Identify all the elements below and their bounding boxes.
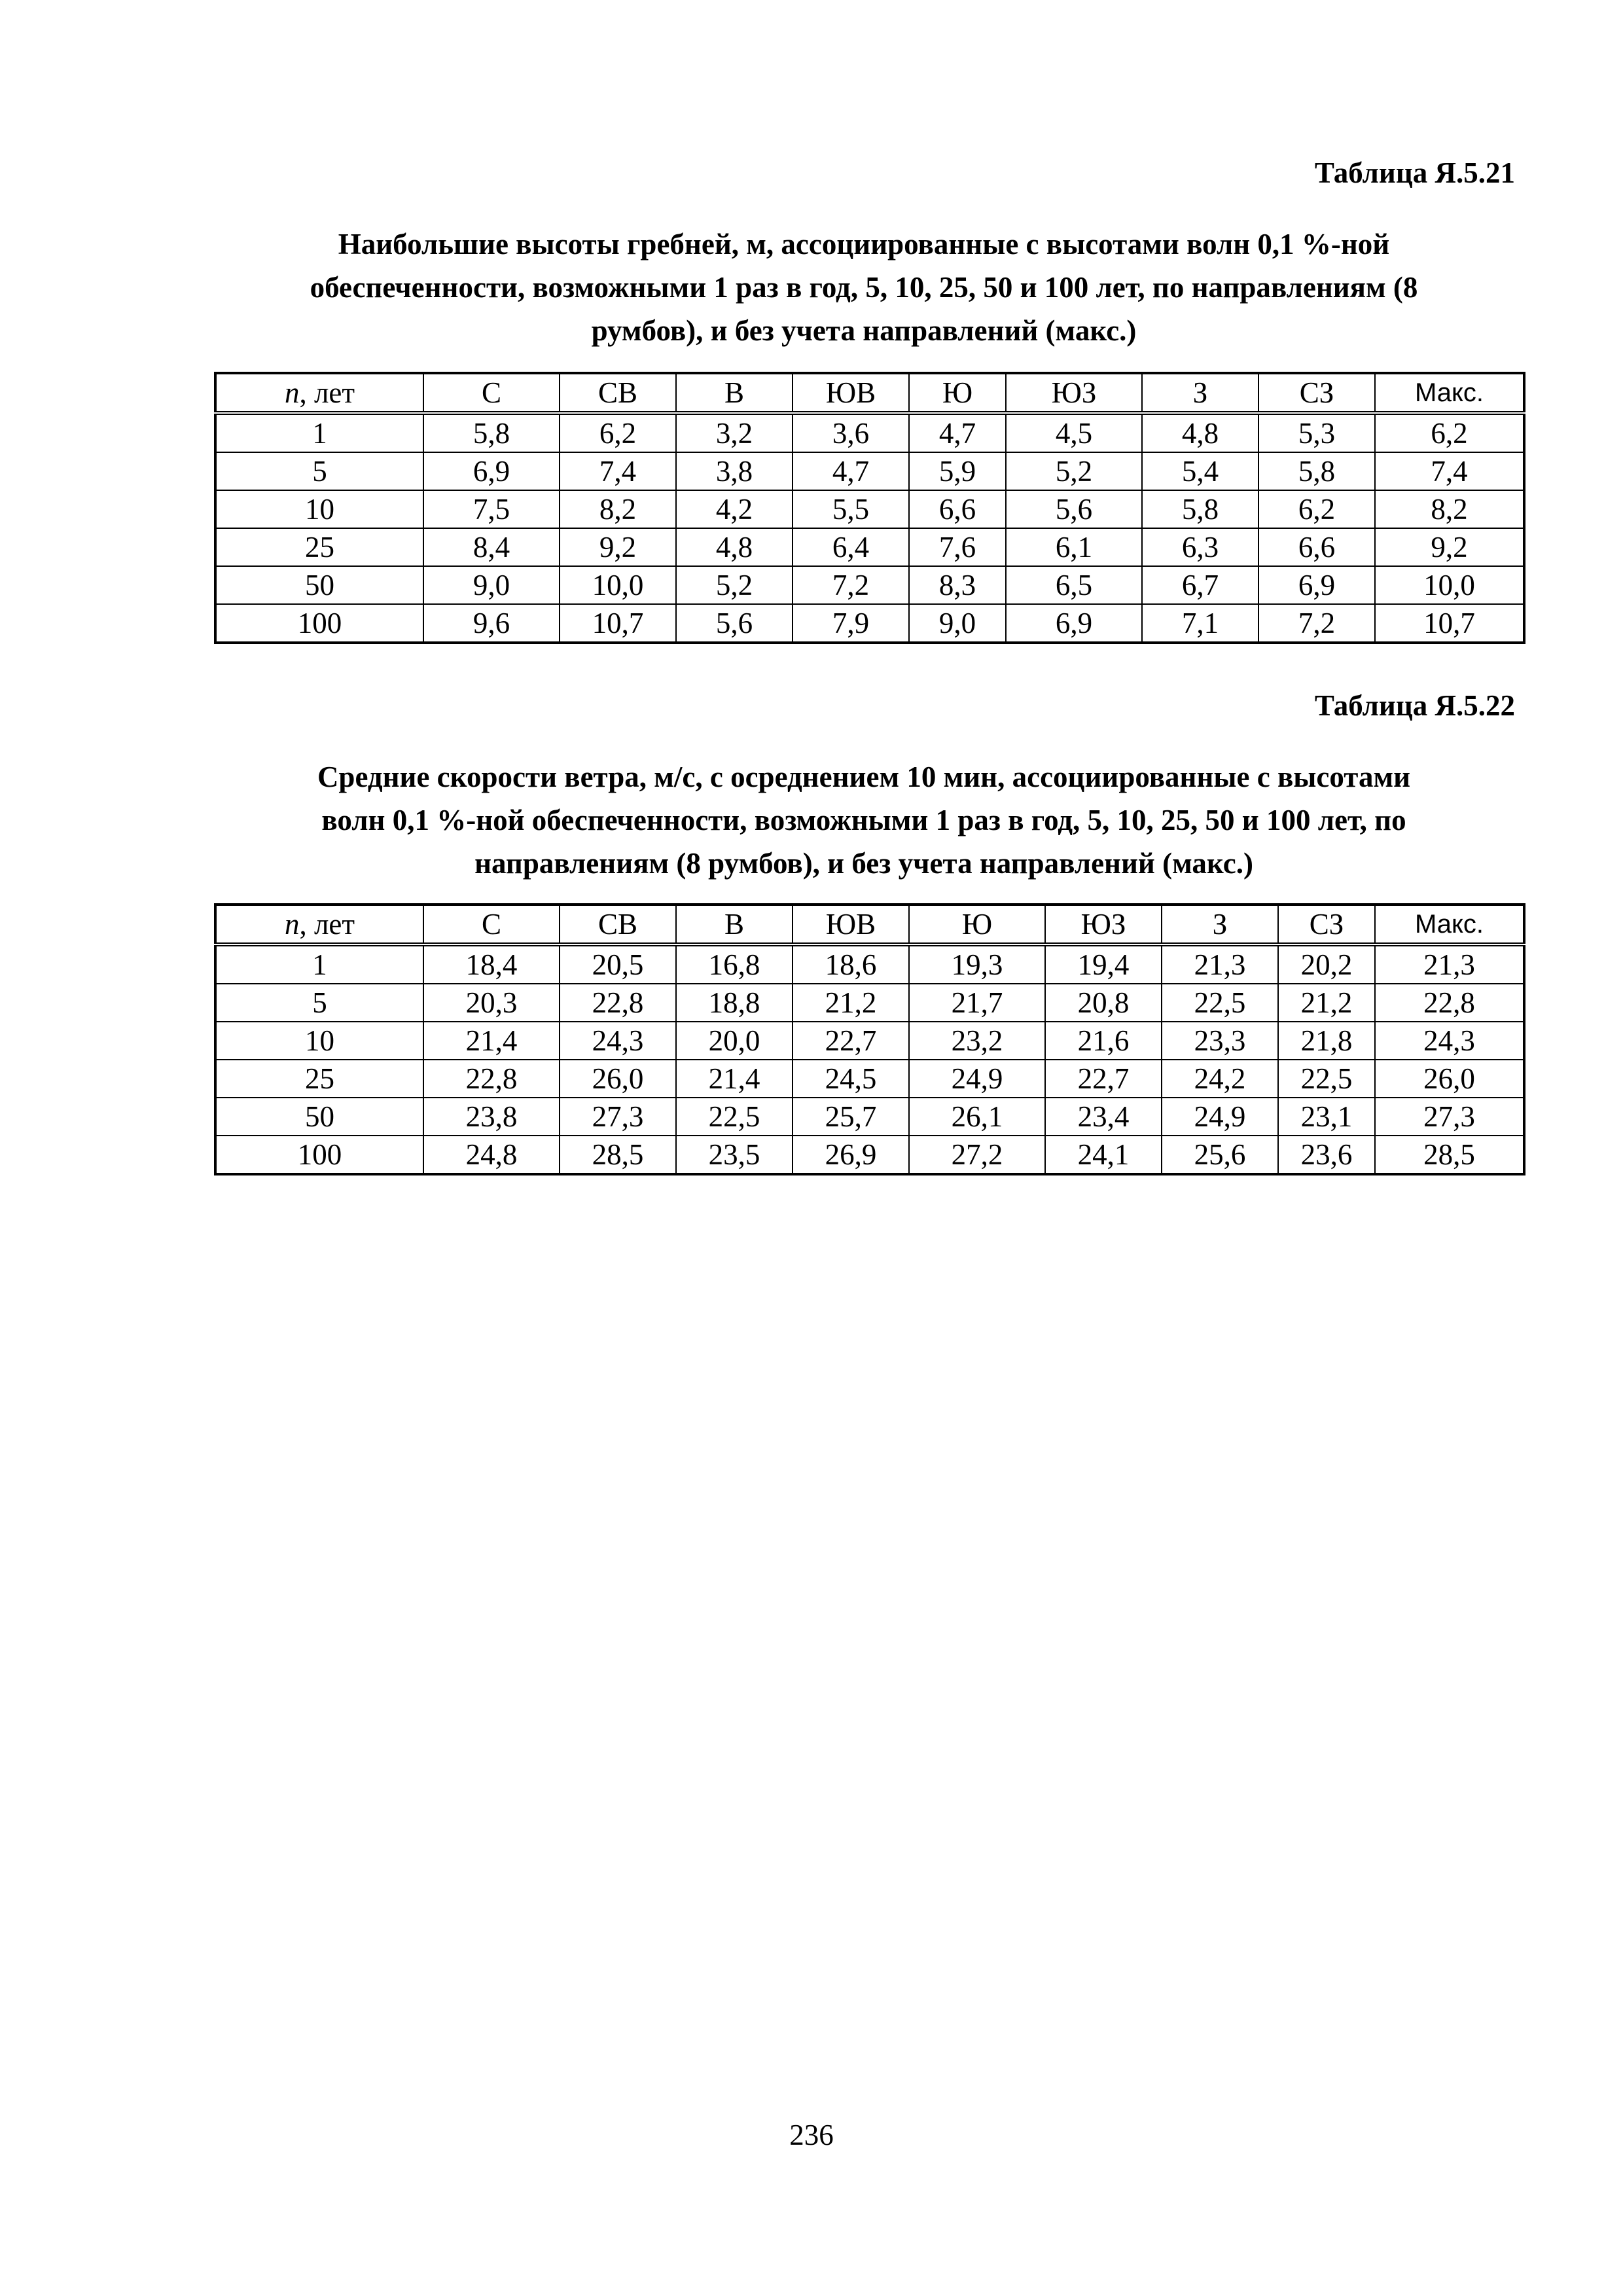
value-cell: 19,3 bbox=[909, 944, 1045, 984]
value-cell: 7,6 bbox=[909, 528, 1006, 566]
period-cell: 5 bbox=[215, 984, 423, 1022]
value-cell: 26,9 bbox=[793, 1136, 909, 1174]
value-cell: 18,8 bbox=[676, 984, 793, 1022]
value-cell: 21,8 bbox=[1278, 1022, 1375, 1060]
value-cell: 21,4 bbox=[676, 1060, 793, 1098]
max-value-cell: 7,4 bbox=[1375, 452, 1524, 490]
max-value-cell: 9,2 bbox=[1375, 528, 1524, 566]
table-row bbox=[215, 413, 1524, 452]
table2-caption bbox=[216, 755, 1512, 885]
value-cell: 22,5 bbox=[1162, 984, 1278, 1022]
value-cell: 7,2 bbox=[793, 566, 909, 604]
value-cell: 5,8 bbox=[1258, 452, 1375, 490]
column-header-direction: С bbox=[423, 905, 560, 944]
value-cell: 6,9 bbox=[423, 452, 560, 490]
column-header-max: Макс. bbox=[1375, 373, 1524, 413]
value-cell: 27,2 bbox=[909, 1136, 1045, 1174]
value-cell: 19,4 bbox=[1045, 944, 1162, 984]
value-cell: 8,2 bbox=[560, 490, 676, 528]
table1-caption-line: обеспеченности, возможными 1 раз в год, 5, 10, 25, 50 и 100 лет, по направлениям (8 bbox=[310, 271, 1418, 304]
table-row bbox=[215, 566, 1524, 604]
column-header-direction: З bbox=[1162, 905, 1278, 944]
value-cell: 5,5 bbox=[793, 490, 909, 528]
value-cell: 6,2 bbox=[1258, 490, 1375, 528]
max-value-cell: 26,0 bbox=[1375, 1060, 1524, 1098]
table1-label: Таблица Я.5.21 bbox=[1314, 156, 1515, 189]
value-cell: 9,0 bbox=[909, 604, 1006, 643]
value-cell: 6,1 bbox=[1006, 528, 1142, 566]
table-row bbox=[215, 452, 1524, 490]
value-cell: 22,7 bbox=[1045, 1060, 1162, 1098]
value-cell: 4,7 bbox=[793, 452, 909, 490]
value-cell: 21,3 bbox=[1162, 944, 1278, 984]
value-cell: 5,4 bbox=[1142, 452, 1258, 490]
value-cell: 24,1 bbox=[1045, 1136, 1162, 1174]
period-cell: 25 bbox=[215, 528, 423, 566]
value-cell: 6,5 bbox=[1006, 566, 1142, 604]
value-cell: 22,5 bbox=[676, 1098, 793, 1136]
value-cell: 20,2 bbox=[1278, 944, 1375, 984]
table-row bbox=[215, 1022, 1524, 1060]
value-cell: 20,8 bbox=[1045, 984, 1162, 1022]
table2-label: Таблица Я.5.22 bbox=[1314, 689, 1515, 722]
value-cell: 22,8 bbox=[560, 984, 676, 1022]
value-cell: 6,2 bbox=[560, 413, 676, 452]
value-cell: 24,9 bbox=[909, 1060, 1045, 1098]
value-cell: 24,2 bbox=[1162, 1060, 1278, 1098]
value-cell: 20,5 bbox=[560, 944, 676, 984]
value-cell: 3,2 bbox=[676, 413, 793, 452]
column-header-n bbox=[215, 373, 423, 413]
value-cell: 24,9 bbox=[1162, 1098, 1278, 1136]
value-cell: 5,8 bbox=[1142, 490, 1258, 528]
max-value-cell: 6,2 bbox=[1375, 413, 1524, 452]
value-cell: 5,6 bbox=[676, 604, 793, 643]
column-header-max: Макс. bbox=[1375, 905, 1524, 944]
value-cell: 18,6 bbox=[793, 944, 909, 984]
value-cell: 10,7 bbox=[560, 604, 676, 643]
table-row bbox=[215, 1060, 1524, 1098]
max-value-cell: 24,3 bbox=[1375, 1022, 1524, 1060]
column-header-direction: Ю bbox=[909, 373, 1006, 413]
column-header-direction: СВ bbox=[560, 373, 676, 413]
value-cell: 4,8 bbox=[676, 528, 793, 566]
value-cell: 6,6 bbox=[1258, 528, 1375, 566]
table1-header-row bbox=[215, 373, 1524, 413]
n-unit: , лет bbox=[299, 376, 355, 409]
value-cell: 4,8 bbox=[1142, 413, 1258, 452]
value-cell: 16,8 bbox=[676, 944, 793, 984]
column-header-direction: СЗ bbox=[1278, 905, 1375, 944]
value-cell: 24,3 bbox=[560, 1022, 676, 1060]
column-header-direction: ЮВ bbox=[793, 373, 909, 413]
value-cell: 21,7 bbox=[909, 984, 1045, 1022]
max-value-cell: 8,2 bbox=[1375, 490, 1524, 528]
value-cell: 9,6 bbox=[423, 604, 560, 643]
column-header-direction: ЮЗ bbox=[1006, 373, 1142, 413]
value-cell: 9,0 bbox=[423, 566, 560, 604]
max-value-cell: 28,5 bbox=[1375, 1136, 1524, 1174]
value-cell: 8,4 bbox=[423, 528, 560, 566]
value-cell: 24,5 bbox=[793, 1060, 909, 1098]
column-header-direction: В bbox=[676, 373, 793, 413]
period-cell: 50 bbox=[215, 566, 423, 604]
value-cell: 5,9 bbox=[909, 452, 1006, 490]
column-header-direction: В bbox=[676, 905, 793, 944]
column-header-direction: СЗ bbox=[1258, 373, 1375, 413]
n-unit: , лет bbox=[299, 908, 355, 941]
table2-caption-line: волн 0,1 %-ной обеспеченности, возможными 1 раз в год, 5, 10, 25, 50 и 100 лет, по bbox=[321, 804, 1406, 836]
table2 bbox=[214, 903, 1525, 1175]
value-cell: 22,7 bbox=[793, 1022, 909, 1060]
value-cell: 27,3 bbox=[560, 1098, 676, 1136]
table1 bbox=[214, 372, 1525, 644]
value-cell: 7,1 bbox=[1142, 604, 1258, 643]
value-cell: 18,4 bbox=[423, 944, 560, 984]
value-cell: 25,6 bbox=[1162, 1136, 1278, 1174]
n-symbol: n bbox=[284, 908, 300, 941]
value-cell: 5,6 bbox=[1006, 490, 1142, 528]
value-cell: 6,9 bbox=[1006, 604, 1142, 643]
table-row bbox=[215, 1136, 1524, 1174]
table1-caption bbox=[216, 223, 1512, 352]
max-value-cell: 10,7 bbox=[1375, 604, 1524, 643]
period-cell: 100 bbox=[215, 604, 423, 643]
value-cell: 25,7 bbox=[793, 1098, 909, 1136]
value-cell: 23,4 bbox=[1045, 1098, 1162, 1136]
value-cell: 5,2 bbox=[1006, 452, 1142, 490]
table2-caption-line: направлениям (8 румбов), и без учета направлений (макс.) bbox=[474, 847, 1253, 880]
column-header-direction: Ю bbox=[909, 905, 1045, 944]
value-cell: 7,9 bbox=[793, 604, 909, 643]
n-symbol: n bbox=[284, 376, 300, 409]
value-cell: 7,4 bbox=[560, 452, 676, 490]
value-cell: 23,5 bbox=[676, 1136, 793, 1174]
column-header-direction: ЮЗ bbox=[1045, 905, 1162, 944]
column-header-direction: С bbox=[423, 373, 560, 413]
value-cell: 23,1 bbox=[1278, 1098, 1375, 1136]
table2-caption-line: Средние скорости ветра, м/с, с осреднением 10 мин, ассоциированные с высотами bbox=[317, 761, 1411, 793]
table-row bbox=[215, 1098, 1524, 1136]
value-cell: 8,3 bbox=[909, 566, 1006, 604]
period-cell: 1 bbox=[215, 944, 423, 984]
max-value-cell: 10,0 bbox=[1375, 566, 1524, 604]
value-cell: 22,5 bbox=[1278, 1060, 1375, 1098]
max-value-cell: 27,3 bbox=[1375, 1098, 1524, 1136]
value-cell: 20,3 bbox=[423, 984, 560, 1022]
period-cell: 1 bbox=[215, 413, 423, 452]
value-cell: 9,2 bbox=[560, 528, 676, 566]
value-cell: 23,6 bbox=[1278, 1136, 1375, 1174]
page-number: 236 bbox=[789, 2119, 834, 2151]
value-cell: 21,6 bbox=[1045, 1022, 1162, 1060]
value-cell: 23,8 bbox=[423, 1098, 560, 1136]
value-cell: 21,2 bbox=[793, 984, 909, 1022]
value-cell: 6,9 bbox=[1258, 566, 1375, 604]
column-header-n bbox=[215, 905, 423, 944]
value-cell: 6,4 bbox=[793, 528, 909, 566]
table-row bbox=[215, 604, 1524, 643]
value-cell: 28,5 bbox=[560, 1136, 676, 1174]
table1-caption-line: Наибольшие высоты гребней, м, ассоциированные с высотами волн 0,1 %-ной bbox=[338, 228, 1390, 260]
value-cell: 3,8 bbox=[676, 452, 793, 490]
value-cell: 21,4 bbox=[423, 1022, 560, 1060]
value-cell: 4,2 bbox=[676, 490, 793, 528]
max-value-cell: 22,8 bbox=[1375, 984, 1524, 1022]
table2-header-row bbox=[215, 905, 1524, 944]
value-cell: 4,7 bbox=[909, 413, 1006, 452]
table-row bbox=[215, 944, 1524, 984]
table2-body bbox=[215, 944, 1524, 1174]
value-cell: 4,5 bbox=[1006, 413, 1142, 452]
period-cell: 100 bbox=[215, 1136, 423, 1174]
value-cell: 24,8 bbox=[423, 1136, 560, 1174]
table-row bbox=[215, 490, 1524, 528]
value-cell: 10,0 bbox=[560, 566, 676, 604]
value-cell: 3,6 bbox=[793, 413, 909, 452]
value-cell: 26,1 bbox=[909, 1098, 1045, 1136]
period-cell: 10 bbox=[215, 490, 423, 528]
table1-caption-line: румбов), и без учета направлений (макс.) bbox=[591, 314, 1137, 347]
column-header-direction: ЮВ bbox=[793, 905, 909, 944]
value-cell: 21,2 bbox=[1278, 984, 1375, 1022]
period-cell: 25 bbox=[215, 1060, 423, 1098]
value-cell: 7,5 bbox=[423, 490, 560, 528]
value-cell: 23,2 bbox=[909, 1022, 1045, 1060]
column-header-direction: З bbox=[1142, 373, 1258, 413]
value-cell: 20,0 bbox=[676, 1022, 793, 1060]
value-cell: 6,6 bbox=[909, 490, 1006, 528]
value-cell: 6,7 bbox=[1142, 566, 1258, 604]
value-cell: 26,0 bbox=[560, 1060, 676, 1098]
value-cell: 23,3 bbox=[1162, 1022, 1278, 1060]
value-cell: 22,8 bbox=[423, 1060, 560, 1098]
value-cell: 5,2 bbox=[676, 566, 793, 604]
value-cell: 5,3 bbox=[1258, 413, 1375, 452]
period-cell: 10 bbox=[215, 1022, 423, 1060]
period-cell: 5 bbox=[215, 452, 423, 490]
value-cell: 6,3 bbox=[1142, 528, 1258, 566]
table-row bbox=[215, 528, 1524, 566]
table-row bbox=[215, 984, 1524, 1022]
column-header-direction: СВ bbox=[560, 905, 676, 944]
value-cell: 5,8 bbox=[423, 413, 560, 452]
period-cell: 50 bbox=[215, 1098, 423, 1136]
value-cell: 7,2 bbox=[1258, 604, 1375, 643]
table1-body bbox=[215, 413, 1524, 643]
max-value-cell: 21,3 bbox=[1375, 944, 1524, 984]
